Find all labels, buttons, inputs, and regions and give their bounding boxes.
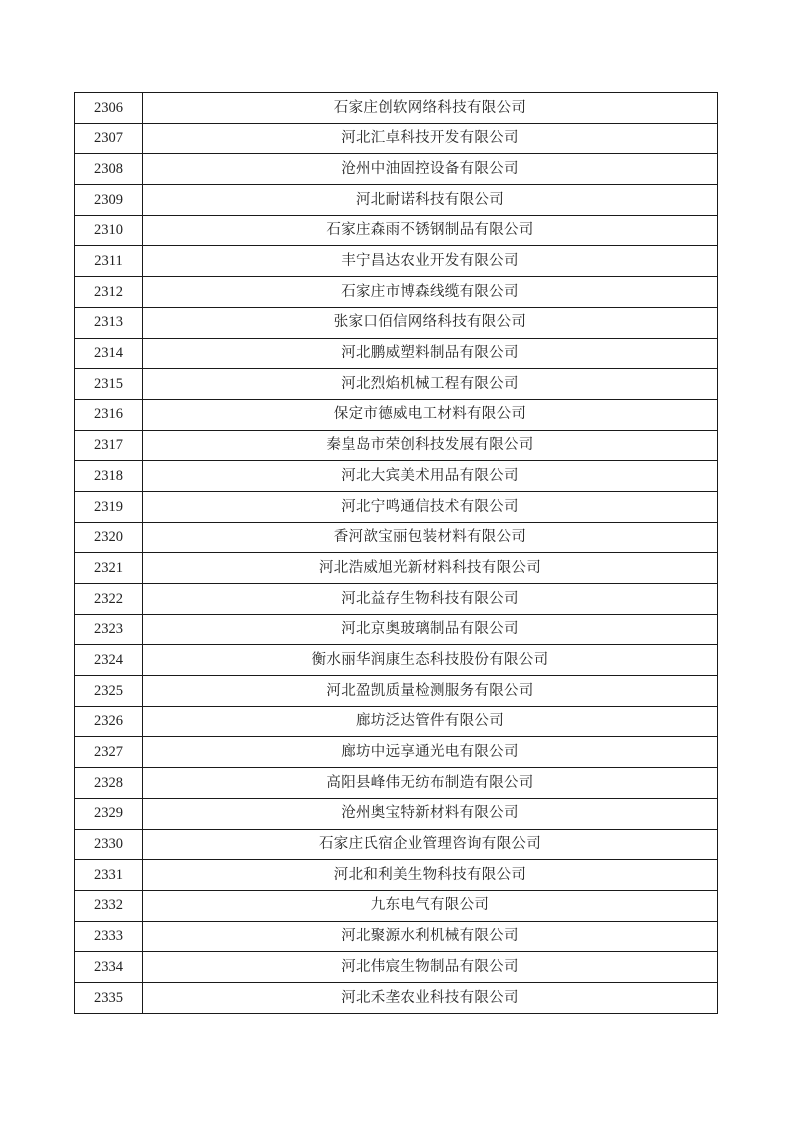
company-name: 河北鹏威塑料制品有限公司 (143, 338, 718, 369)
row-number: 2320 (75, 522, 143, 553)
row-number: 2309 (75, 185, 143, 216)
company-name: 秦皇岛市荣创科技发展有限公司 (143, 430, 718, 461)
row-number: 2331 (75, 860, 143, 891)
row-number: 2330 (75, 829, 143, 860)
table-row (75, 982, 718, 1013)
table-row (75, 921, 718, 952)
table-row (75, 553, 718, 584)
row-number: 2315 (75, 369, 143, 400)
company-name: 石家庄市博森线缆有限公司 (143, 277, 718, 308)
row-number: 2318 (75, 461, 143, 492)
row-number: 2307 (75, 123, 143, 154)
table-row (75, 676, 718, 707)
row-number: 2314 (75, 338, 143, 369)
table-row (75, 798, 718, 829)
company-name: 河北宁鸣通信技术有限公司 (143, 491, 718, 522)
company-name: 九东电气有限公司 (143, 890, 718, 921)
company-name: 河北京奥玻璃制品有限公司 (143, 614, 718, 645)
row-number: 2325 (75, 676, 143, 707)
company-name: 河北汇卓科技开发有限公司 (143, 123, 718, 154)
table-row (75, 491, 718, 522)
row-number: 2316 (75, 399, 143, 430)
row-number: 2324 (75, 645, 143, 676)
company-name: 沧州中油固控设备有限公司 (143, 154, 718, 185)
table-row (75, 584, 718, 615)
company-name: 河北和利美生物科技有限公司 (143, 860, 718, 891)
table-row (75, 645, 718, 676)
row-number: 2329 (75, 798, 143, 829)
company-name: 廊坊泛达管件有限公司 (143, 706, 718, 737)
table-row (75, 338, 718, 369)
company-name: 香河歆宝丽包装材料有限公司 (143, 522, 718, 553)
table-row (75, 307, 718, 338)
table-row (75, 154, 718, 185)
row-number: 2332 (75, 890, 143, 921)
company-name: 丰宁昌达农业开发有限公司 (143, 246, 718, 277)
company-name: 廊坊中远享通光电有限公司 (143, 737, 718, 768)
company-name: 石家庄氏宿企业管理咨询有限公司 (143, 829, 718, 860)
company-name: 河北耐诺科技有限公司 (143, 185, 718, 216)
company-name: 石家庄森雨不锈钢制品有限公司 (143, 215, 718, 246)
table-row (75, 246, 718, 277)
row-number: 2313 (75, 307, 143, 338)
row-number: 2311 (75, 246, 143, 277)
row-number: 2312 (75, 277, 143, 308)
table-row (75, 768, 718, 799)
table-row (75, 614, 718, 645)
company-name: 高阳县峰伟无纺布制造有限公司 (143, 768, 718, 799)
company-name: 衡水丽华润康生态科技股份有限公司 (143, 645, 718, 676)
row-number: 2321 (75, 553, 143, 584)
company-name: 保定市德威电工材料有限公司 (143, 399, 718, 430)
table-row (75, 461, 718, 492)
company-name: 河北禾垄农业科技有限公司 (143, 982, 718, 1013)
table-row (75, 522, 718, 553)
row-number: 2328 (75, 768, 143, 799)
table-row (75, 952, 718, 983)
row-number: 2326 (75, 706, 143, 737)
table-row (75, 890, 718, 921)
table-row (75, 399, 718, 430)
table-row (75, 123, 718, 154)
company-name: 河北浩威旭光新材料科技有限公司 (143, 553, 718, 584)
table-row (75, 185, 718, 216)
row-number: 2327 (75, 737, 143, 768)
table-row (75, 215, 718, 246)
row-number: 2319 (75, 491, 143, 522)
row-number: 2322 (75, 584, 143, 615)
table-row (75, 737, 718, 768)
company-name: 石家庄创软网络科技有限公司 (143, 93, 718, 124)
table-row (75, 369, 718, 400)
row-number: 2310 (75, 215, 143, 246)
company-name: 河北伟宸生物制品有限公司 (143, 952, 718, 983)
row-number: 2306 (75, 93, 143, 124)
company-name: 河北烈焰机械工程有限公司 (143, 369, 718, 400)
company-name: 河北大宾美术用品有限公司 (143, 461, 718, 492)
company-list-body (75, 93, 718, 1014)
row-number: 2334 (75, 952, 143, 983)
row-number: 2333 (75, 921, 143, 952)
row-number: 2308 (75, 154, 143, 185)
table-row (75, 277, 718, 308)
company-name: 张家口佰信网络科技有限公司 (143, 307, 718, 338)
company-name: 河北盈凯质量检测服务有限公司 (143, 676, 718, 707)
row-number: 2335 (75, 982, 143, 1013)
table-row (75, 93, 718, 124)
row-number: 2317 (75, 430, 143, 461)
table-row (75, 706, 718, 737)
table-row (75, 430, 718, 461)
company-name: 河北聚源水利机械有限公司 (143, 921, 718, 952)
table-row (75, 860, 718, 891)
row-number: 2323 (75, 614, 143, 645)
company-name: 沧州奥宝特新材料有限公司 (143, 798, 718, 829)
company-list-table (74, 92, 718, 1014)
company-name: 河北益存生物科技有限公司 (143, 584, 718, 615)
table-row (75, 829, 718, 860)
